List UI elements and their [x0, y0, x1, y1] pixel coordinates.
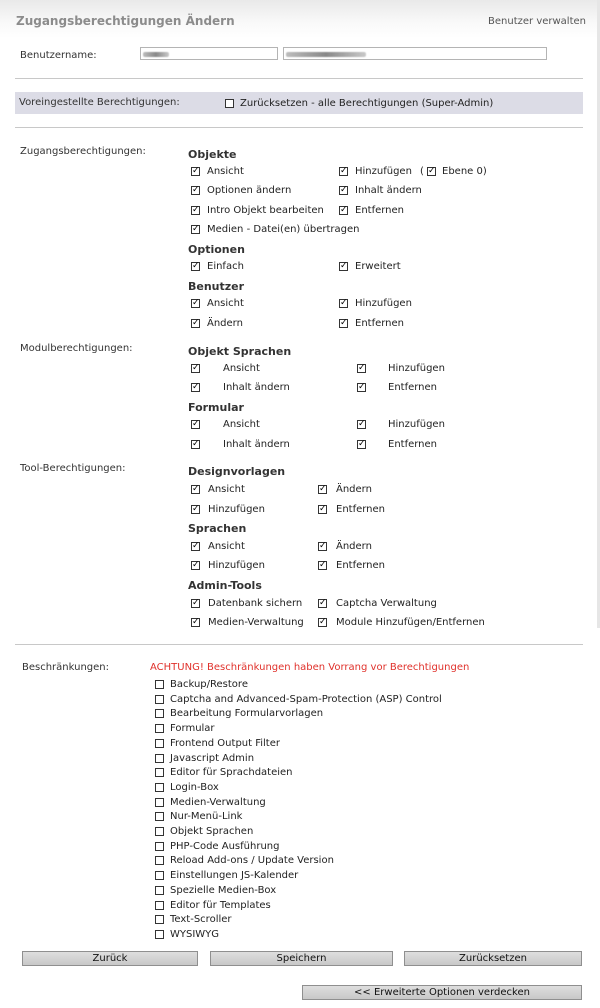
- restriction-label: Editor für Templates: [170, 900, 271, 911]
- objekte-entfernen-checkbox[interactable]: [339, 206, 348, 215]
- restriction-checkbox[interactable]: [155, 768, 164, 777]
- restriction-label: Nur-Menü-Link: [170, 811, 243, 822]
- msprachen-entfernen-checkbox[interactable]: [357, 383, 366, 392]
- msprachen-inhalt-checkbox[interactable]: [191, 383, 200, 392]
- objekte-inhalt-aendern-checkbox[interactable]: [339, 186, 348, 195]
- back-button[interactable]: Zurück: [22, 951, 198, 966]
- admin-tools-heading: Admin-Tools: [188, 579, 262, 592]
- preset-label: Voreingestellte Berechtigungen:: [19, 97, 180, 108]
- sprachen-heading: Sprachen: [188, 522, 247, 535]
- restriction-label: PHP-Code Ausführung: [170, 841, 280, 852]
- restriction-label: Frontend Output Filter: [170, 738, 280, 749]
- restriction-checkbox[interactable]: [155, 695, 164, 704]
- optionen-erweitert-checkbox[interactable]: [339, 262, 348, 271]
- benutzer-ansicht-checkbox[interactable]: [191, 299, 200, 308]
- restriction-checkbox[interactable]: [155, 739, 164, 748]
- restriction-label: Editor für Sprachdateien: [170, 767, 293, 778]
- ebene-paren: (: [420, 166, 424, 177]
- tsprachen-entfernen-label: Entfernen: [336, 560, 386, 571]
- restriction-label: Bearbeitung Formularvorlagen: [170, 708, 324, 719]
- benutzer-aendern-checkbox[interactable]: [191, 319, 200, 328]
- formular-entfernen-checkbox[interactable]: [357, 440, 366, 449]
- restriction-label: Javascript Admin: [170, 753, 255, 764]
- design-hinzufuegen-checkbox[interactable]: [191, 505, 200, 514]
- msprachen-hinzufuegen-label: Hinzufügen: [388, 363, 445, 374]
- restriction-label: Text-Scroller: [170, 914, 232, 925]
- msprachen-ansicht-checkbox[interactable]: [191, 364, 200, 373]
- divider: [15, 78, 583, 79]
- module-admin-label: Module Hinzufügen/Entfernen: [336, 617, 485, 628]
- tsprachen-hinzufuegen-checkbox[interactable]: [191, 561, 200, 570]
- restriction-checkbox[interactable]: [155, 812, 164, 821]
- design-ansicht-checkbox[interactable]: [191, 485, 200, 494]
- media-admin-checkbox[interactable]: [191, 618, 200, 627]
- hide-advanced-button[interactable]: << Erweiterte Optionen verdecken: [302, 985, 582, 1000]
- optionen-aendern-label: Optionen ändern: [207, 185, 292, 196]
- medien-upload-label: Medien - Datei(en) übertragen: [207, 224, 360, 235]
- divider: [15, 127, 583, 128]
- objekte-heading: Objekte: [188, 148, 237, 161]
- restriction-label: Login-Box: [170, 782, 219, 793]
- page-title: Zugangsberechtigungen Ändern: [16, 14, 235, 28]
- restriction-checkbox[interactable]: [155, 754, 164, 763]
- design-ansicht-label: Ansicht: [208, 484, 245, 495]
- msprachen-inhalt-label: Inhalt ändern: [223, 382, 290, 393]
- media-admin-label: Medien-Verwaltung: [208, 617, 304, 628]
- tsprachen-entfernen-checkbox[interactable]: [318, 561, 327, 570]
- design-aendern-checkbox[interactable]: [318, 485, 327, 494]
- reset-all-checkbox[interactable]: [225, 99, 234, 108]
- restriction-checkbox[interactable]: [155, 901, 164, 910]
- formular-hinzufuegen-checkbox[interactable]: [357, 420, 366, 429]
- design-entfernen-checkbox[interactable]: [318, 505, 327, 514]
- design-aendern-label: Ändern: [336, 484, 372, 495]
- restriction-checkbox[interactable]: [155, 827, 164, 836]
- restriction-checkbox[interactable]: [155, 709, 164, 718]
- formular-heading: Formular: [188, 401, 244, 414]
- design-hinzufuegen-label: Hinzufügen: [208, 504, 265, 515]
- designvorlagen-heading: Designvorlagen: [188, 465, 286, 478]
- restriction-label: Reload Add-ons / Update Version: [170, 855, 334, 866]
- restriction-checkbox[interactable]: [155, 871, 164, 880]
- benutzer-entfernen-checkbox[interactable]: [339, 319, 348, 328]
- restriction-label: Objekt Sprachen: [170, 826, 254, 837]
- module-admin-checkbox[interactable]: [318, 618, 327, 627]
- benutzer-ansicht-label: Ansicht: [207, 298, 244, 309]
- objekte-hinzufuegen-label: Hinzufügen: [355, 166, 412, 177]
- formular-inhalt-label: Inhalt ändern: [223, 439, 290, 450]
- tsprachen-ansicht-label: Ansicht: [208, 541, 245, 552]
- restriction-label: Formular: [170, 723, 215, 734]
- reset-all-label: Zurücksetzen - alle Berechtigungen (Super-Admin): [240, 98, 494, 109]
- ebene-checkbox[interactable]: [427, 167, 436, 176]
- restriction-checkbox[interactable]: [155, 798, 164, 807]
- restriction-checkbox[interactable]: [155, 724, 164, 733]
- formular-ansicht-checkbox[interactable]: [191, 420, 200, 429]
- objekte-ansicht-checkbox[interactable]: [191, 167, 200, 176]
- restriction-checkbox[interactable]: [155, 783, 164, 792]
- benutzer-hinzufuegen-checkbox[interactable]: [339, 299, 348, 308]
- tsprachen-aendern-checkbox[interactable]: [318, 542, 327, 551]
- restriction-label: Backup/Restore: [170, 679, 248, 690]
- objekte-inhalt-aendern-label: Inhalt ändern: [355, 185, 422, 196]
- restriction-label: Captcha and Advanced-Spam-Protection (ASP) Control: [170, 694, 442, 705]
- restriction-checkbox[interactable]: [155, 930, 164, 939]
- restriction-label: Spezielle Medien-Box: [170, 885, 277, 896]
- msprachen-hinzufuegen-checkbox[interactable]: [357, 364, 366, 373]
- optionen-einfach-checkbox[interactable]: [191, 262, 200, 271]
- manage-users-link[interactable]: Benutzer verwalten: [488, 16, 586, 27]
- design-entfernen-label: Entfernen: [336, 504, 386, 515]
- save-button[interactable]: Speichern: [210, 951, 393, 966]
- restriction-checkbox[interactable]: [155, 856, 164, 865]
- restriction-label: WYSIWYG: [170, 929, 220, 940]
- formular-ansicht-label: Ansicht: [223, 419, 260, 430]
- tsprachen-ansicht-checkbox[interactable]: [191, 542, 200, 551]
- captcha-admin-label: Captcha Verwaltung: [336, 598, 437, 609]
- restriction-label: Medien-Verwaltung: [170, 797, 266, 808]
- restriction-label: Einstellungen JS-Kalender: [170, 870, 299, 881]
- reset-button[interactable]: Zurücksetzen: [404, 951, 582, 966]
- restriction-checkbox[interactable]: [155, 915, 164, 924]
- restrictions-warning: ACHTUNG! Beschränkungen haben Vorrang vor Berechtigungen: [150, 662, 470, 673]
- modules-label: Modulberechtigungen:: [20, 343, 133, 354]
- access-label: Zugangsberechtigungen:: [20, 146, 146, 157]
- restrictions-label: Beschränkungen:: [22, 662, 110, 673]
- msprachen-entfernen-label: Entfernen: [388, 382, 438, 393]
- benutzer-hinzufuegen-label: Hinzufügen: [355, 298, 412, 309]
- tsprachen-aendern-label: Ändern: [336, 541, 372, 552]
- msprachen-ansicht-label: Ansicht: [223, 363, 260, 374]
- objekte-hinzufuegen-checkbox[interactable]: [339, 167, 348, 176]
- db-backup-label: Datenbank sichern: [208, 598, 303, 609]
- optionen-einfach-label: Einfach: [207, 261, 244, 272]
- benutzer-heading: Benutzer: [188, 280, 245, 293]
- ebene-label: Ebene 0): [442, 166, 487, 177]
- divider: [15, 644, 583, 645]
- objekte-ansicht-label: Ansicht: [207, 166, 244, 177]
- intro-checkbox[interactable]: [191, 206, 200, 215]
- db-backup-checkbox[interactable]: [191, 599, 200, 608]
- username-label: Benutzername:: [20, 50, 97, 61]
- formular-inhalt-checkbox[interactable]: [191, 440, 200, 449]
- formular-entfernen-label: Entfernen: [388, 439, 438, 450]
- captcha-admin-checkbox[interactable]: [318, 599, 327, 608]
- formular-hinzufuegen-label: Hinzufügen: [388, 419, 445, 430]
- optionen-aendern-checkbox[interactable]: [191, 186, 200, 195]
- tools-label: Tool-Berechtigungen:: [20, 463, 126, 474]
- optionen-erweitert-label: Erweitert: [355, 261, 401, 272]
- benutzer-aendern-label: Ändern: [207, 318, 243, 329]
- tsprachen-hinzufuegen-label: Hinzufügen: [208, 560, 265, 571]
- username-field[interactable]: [140, 47, 278, 60]
- restriction-checkbox[interactable]: [155, 842, 164, 851]
- objekte-entfernen-label: Entfernen: [355, 205, 405, 216]
- display-name-field[interactable]: [283, 47, 547, 60]
- intro-label: Intro Objekt bearbeiten: [207, 205, 324, 216]
- benutzer-entfernen-label: Entfernen: [355, 318, 405, 329]
- medien-upload-checkbox[interactable]: [191, 225, 200, 234]
- optionen-heading: Optionen: [188, 243, 245, 256]
- objekt-sprachen-heading: Objekt Sprachen: [188, 345, 292, 358]
- restriction-checkbox[interactable]: [155, 680, 164, 689]
- restriction-checkbox[interactable]: [155, 886, 164, 895]
